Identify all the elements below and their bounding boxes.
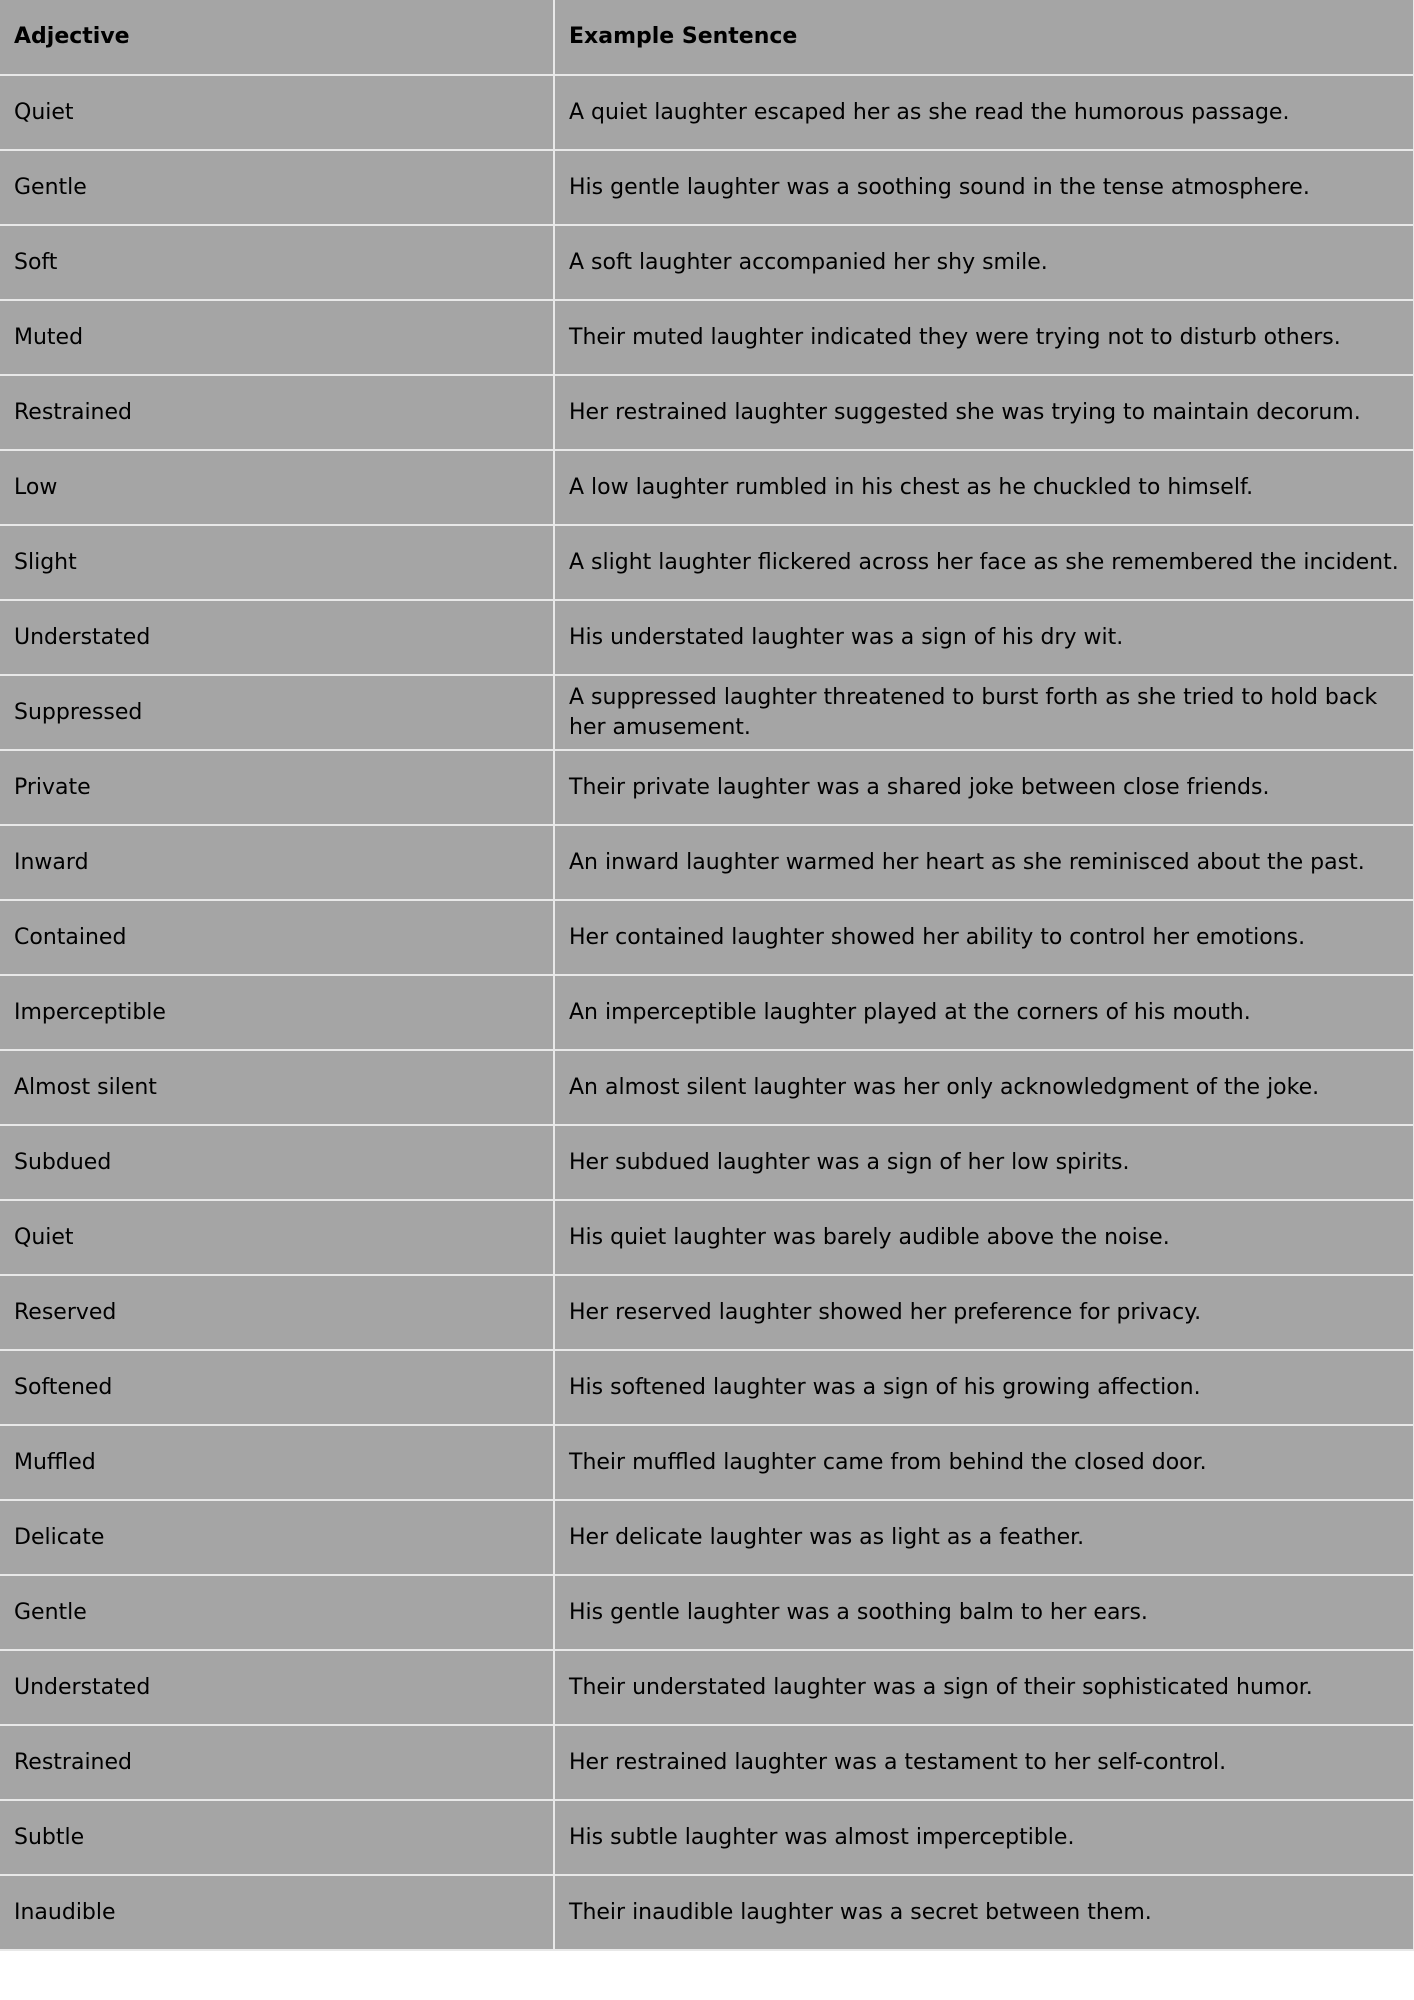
table-row (0, 600, 1414, 675)
table-row (0, 150, 1414, 225)
example-sentence-cell: An imperceptible laughter played at the corners of his mouth. (554, 975, 1414, 1050)
table-row (0, 1500, 1414, 1575)
adjective-cell: Private (0, 750, 554, 825)
adjective-cell: Restrained (0, 375, 554, 450)
adjective-cell: Imperceptible (0, 975, 554, 1050)
table-row (0, 1650, 1414, 1725)
adjective-cell: Gentle (0, 150, 554, 225)
adjective-cell: Contained (0, 900, 554, 975)
column-header-example-sentence: Example Sentence (554, 0, 1414, 75)
table-row (0, 450, 1414, 525)
example-sentence-cell: An inward laughter warmed her heart as she reminisced about the past. (554, 825, 1414, 900)
table-row (0, 1275, 1414, 1350)
adjective-cell: Gentle (0, 1575, 554, 1650)
adjective-cell: Almost silent (0, 1050, 554, 1125)
adjective-cell: Inward (0, 825, 554, 900)
adjective-cell: Understated (0, 600, 554, 675)
example-sentence-cell: A low laughter rumbled in his chest as he chuckled to himself. (554, 450, 1414, 525)
adjective-cell: Subtle (0, 1800, 554, 1875)
table-row (0, 825, 1414, 900)
adjective-cell: Restrained (0, 1725, 554, 1800)
table-row (0, 975, 1414, 1050)
example-sentence-cell: An almost silent laughter was her only acknowledgment of the joke. (554, 1050, 1414, 1125)
example-sentence-cell: Her subdued laughter was a sign of her low spirits. (554, 1125, 1414, 1200)
example-sentence-cell: His gentle laughter was a soothing balm to her ears. (554, 1575, 1414, 1650)
adjective-cell: Quiet (0, 75, 554, 150)
adjective-cell: Softened (0, 1350, 554, 1425)
example-sentence-cell: His softened laughter was a sign of his growing affection. (554, 1350, 1414, 1425)
table-row (0, 1125, 1414, 1200)
adjective-cell: Subdued (0, 1125, 554, 1200)
table-row (0, 300, 1414, 375)
adjective-cell: Muted (0, 300, 554, 375)
example-sentence-cell: Her reserved laughter showed her preference for privacy. (554, 1275, 1414, 1350)
example-sentence-cell: A soft laughter accompanied her shy smile. (554, 225, 1414, 300)
adjective-cell: Muffled (0, 1425, 554, 1500)
adjective-cell: Slight (0, 525, 554, 600)
table-row (0, 525, 1414, 600)
table-row (0, 75, 1414, 150)
adjective-cell: Quiet (0, 1200, 554, 1275)
example-sentence-cell: His subtle laughter was almost imperceptible. (554, 1800, 1414, 1875)
adjective-cell: Delicate (0, 1500, 554, 1575)
table-row (0, 1050, 1414, 1125)
column-header-adjective: Adjective (0, 0, 554, 75)
table-row (0, 675, 1414, 750)
table-header-row (0, 0, 1414, 75)
example-sentence-cell: Her restrained laughter was a testament to her self-control. (554, 1725, 1414, 1800)
table-row (0, 1350, 1414, 1425)
example-sentence-cell: Their muted laughter indicated they were trying not to disturb others. (554, 300, 1414, 375)
example-sentence-cell: Their private laughter was a shared joke between close friends. (554, 750, 1414, 825)
adjective-cell: Reserved (0, 1275, 554, 1350)
table-row (0, 1725, 1414, 1800)
adjective-cell: Inaudible (0, 1875, 554, 1950)
example-sentence-cell: His understated laughter was a sign of his dry wit. (554, 600, 1414, 675)
example-sentence-cell: Their understated laughter was a sign of their sophisticated humor. (554, 1650, 1414, 1725)
table-row (0, 1875, 1414, 1950)
example-sentence-cell: A suppressed laughter threatened to burst forth as she tried to hold back her amusement. (554, 675, 1414, 750)
table-row (0, 375, 1414, 450)
table-row (0, 1575, 1414, 1650)
example-sentence-cell: Her delicate laughter was as light as a feather. (554, 1500, 1414, 1575)
example-sentence-cell: Their inaudible laughter was a secret between them. (554, 1875, 1414, 1950)
example-sentence-cell: Their muffled laughter came from behind the closed door. (554, 1425, 1414, 1500)
table-body (0, 75, 1414, 1950)
table-row (0, 1200, 1414, 1275)
example-sentence-cell: A slight laughter flickered across her face as she remembered the incident. (554, 525, 1414, 600)
table-row (0, 750, 1414, 825)
table-row (0, 1425, 1414, 1500)
table-row (0, 1800, 1414, 1875)
example-sentence-cell: Her restrained laughter suggested she was trying to maintain decorum. (554, 375, 1414, 450)
example-sentence-cell: His quiet laughter was barely audible above the noise. (554, 1200, 1414, 1275)
example-sentence-cell: A quiet laughter escaped her as she read the humorous passage. (554, 75, 1414, 150)
example-sentence-cell: Her contained laughter showed her ability to control her emotions. (554, 900, 1414, 975)
table-row (0, 900, 1414, 975)
adjective-cell: Soft (0, 225, 554, 300)
adjective-cell: Suppressed (0, 675, 554, 750)
table-row (0, 225, 1414, 300)
example-sentence-cell: His gentle laughter was a soothing sound in the tense atmosphere. (554, 150, 1414, 225)
adjective-cell: Low (0, 450, 554, 525)
adjective-cell: Understated (0, 1650, 554, 1725)
